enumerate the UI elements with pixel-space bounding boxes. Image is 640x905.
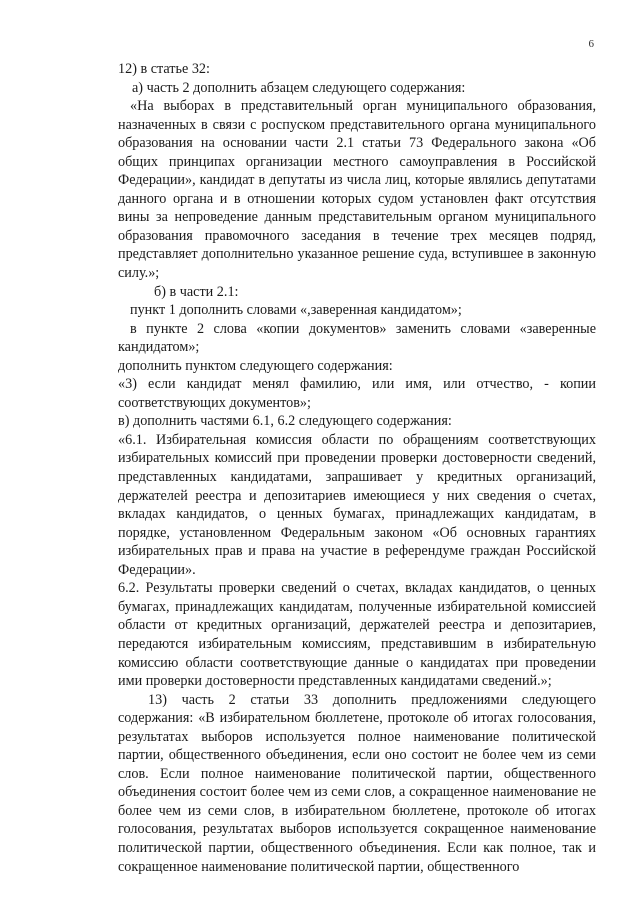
paragraph-quote-elections: «На выборах в представительный орган муниципального образования, назначенных в связи с роспуском представительного органа муниципального образования на основании части 2.1 статьи 73 Федерального закона «Об общих принципах организации местного самоуправления в Российской Федерации», кандидат в депутаты из числа лиц, которые являлись депутатами данного органа и в отношении которых судом установлен факт отсутствия вины за непроведение данным представительным органом муниципального образования правомочного заседания в течение трех месяцев подряд, представляет дополнительно указанное решение суда, вступившее в законную силу.»; bbox=[118, 98, 596, 282]
paragraph-subitem-b: б) в части 2.1: bbox=[154, 283, 239, 300]
paragraph-subitem-v: в) дополнить частями 6.1, 6.2 следующего содержания: bbox=[118, 413, 452, 430]
paragraph-part-6-1: «6.1. Избирательная комиссия области по обращениям соответствующих избирательных комиссий при проведении проверки достоверности сведений, представленных кандидатами, запрашивает у кредитных организаций, держателей реестра и депозитариев имеющиеся у них сведения о счетах, вкладах кандидатов, о ценных бумагах, принадлежащих кандидатам, в порядке, установленном Федеральным законом «Об основных гарантиях избирательных прав и права на участие в референдуме граждан Российской Федерации». bbox=[118, 431, 596, 578]
paragraph-point-1: пункт 1 дополнить словами «,заверенная кандидатом»; bbox=[130, 302, 462, 319]
paragraph-subitem-a: а) часть 2 дополнить абзацем следующего содержания: bbox=[132, 79, 466, 96]
paragraph-part-6-2: 6.2. Результаты проверки сведений о счетах, вкладах кандидатов, о ценных бумагах, принадлежащих кандидатам, полученные избирательной комиссией области от кредитных организаций, держателей реестра и депозитариев, передаются избирательным комиссиям, представившим в избирательную комиссию области соответствующие данные о кандидатах при проведении ими проверки достоверности представленных кандидатами сведений.»; bbox=[118, 580, 596, 690]
paragraph-item-13: 13) часть 2 статьи 33 дополнить предложениями следующего содержания: «В избирательном бюллетене, протоколе об итогах голосования, результатах выборов используется полное наименование политической партии, общественного объединения, если оно состоит не более чем из семи слов. Если полное наименование политической партии, общественного объединения состоит более чем из семи слов, а сокращенное наименование не более чем из семи слов, в избирательном бюллетене, протоколе об итогах голосования, результатах выборов используется сокращенное наименование политической партии, общественного объединения. Если как полное, так и сокращенное наименование политической партии, общественного bbox=[118, 691, 596, 875]
paragraph-add-point: дополнить пунктом следующего содержания: bbox=[118, 357, 393, 374]
paragraph-point-2: в пункте 2 слова «копии документов» заменить словами «заверенные кандидатом»; bbox=[118, 320, 596, 356]
page-number: 6 bbox=[588, 38, 594, 50]
paragraph-point-3: «3) если кандидат менял фамилию, или имя, или отчество, - копии соответствующих документов»; bbox=[118, 376, 596, 411]
document-body bbox=[118, 60, 596, 876]
paragraph-item-12: 12) в статье 32: bbox=[118, 61, 210, 77]
